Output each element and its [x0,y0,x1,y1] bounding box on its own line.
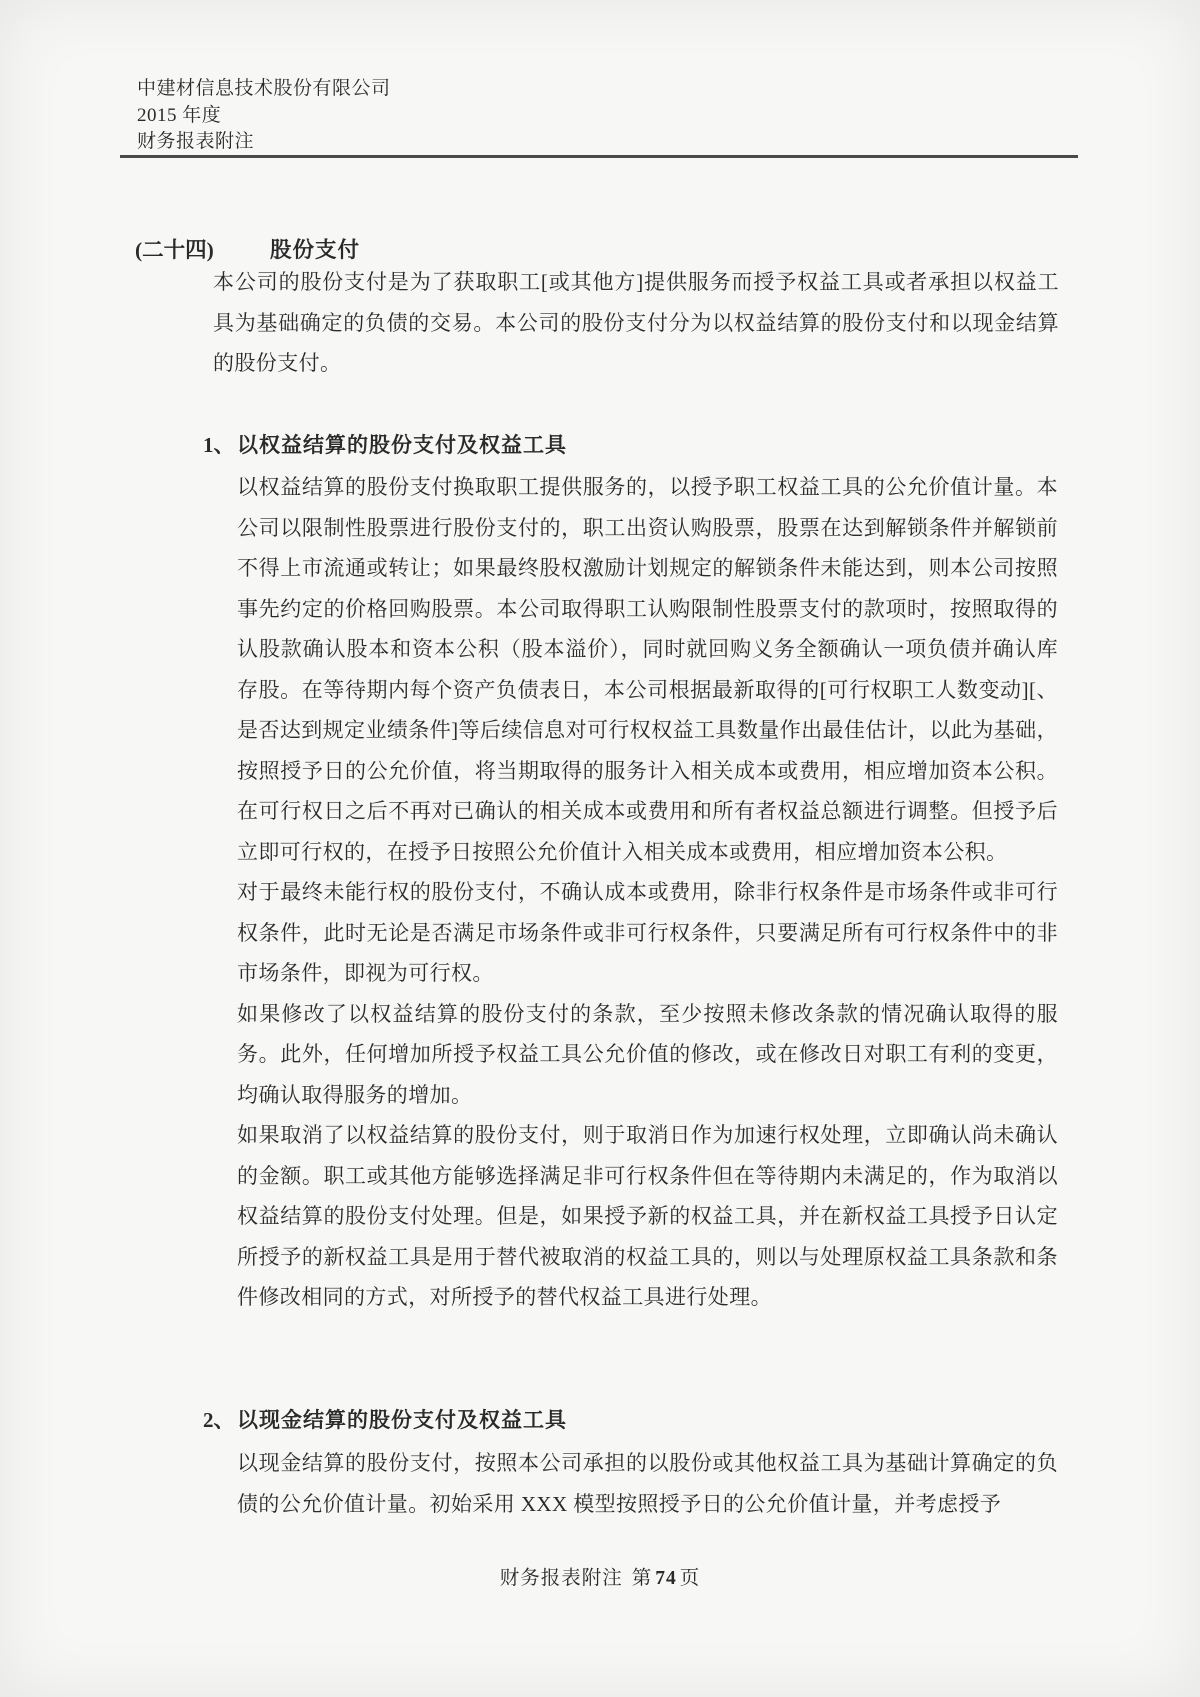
header-fiscal-year: 2015 年度 [137,104,222,126]
footer-doc-title: 财务报表附注 [499,1568,623,1589]
page-header [137,76,391,156]
subsection-2-title: 以现金结算的股份支付及权益工具 [237,1409,567,1432]
equity-settled-paragraph-3: 如果修改了以权益结算的股份支付的条款，至少按照未修改条款的情况确认取得的服务。此外，任何增加所授予权益工具公允价值的修改，或在修改日对职工有利的变更，均确认取得服务的增加。 [237,1001,1058,1107]
header-divider [120,155,1078,158]
equity-settled-paragraph-2: 对于最终未能行权的股份支付，不确认成本或费用，除非行权条件是市场条件或非可行权条件，此时无论是否满足市场条件或非可行权条件，只要满足所有可行权条件中的非市场条件，即视为可行权。 [237,880,1058,985]
subsection-1-number: 1、 [203,433,235,457]
footer-page-label: 第 [631,1568,653,1589]
section-intro-paragraph: 本公司的股份支付是为了获取职工[或其他方]提供服务而授予权益工具或者承担以权益工具为基础确定的负债的交易。本公司的股份支付分为以权益结算的股份支付和以现金结算的股份支付。 [213,270,1059,375]
subsection-2-number: 2、 [203,1408,235,1432]
cash-settled-paragraph-1: 以现金结算的股份支付，按照本公司承担的以股份或其他权益工具为基础计算确定的负债的公允价值计量。初始采用 XXX 模型按照授予日的公允价值计量，并考虑授予 [237,1451,1058,1516]
footer-page-suffix: 页 [679,1568,701,1589]
header-doc-title: 财务报表附注 [137,131,255,152]
subsection-2-body [237,1443,1058,1524]
footer-page-number: 74 [655,1568,677,1589]
section-heading [135,233,360,264]
subsection-2-heading [203,1404,567,1434]
equity-settled-paragraph-1: 以权益结算的股份支付换取职工提供服务的，以授予职工权益工具的公允价值计量。本公司以限制性股票进行股份支付的，职工出资认购股票，股票在达到解锁条件并解锁前不得上市流通或转让；如果最终股权激励计划规定的解锁条件未能达到，则本公司按照事先约定的价格回购股票。本公司取得职工认购限制性股票支付的款项时，按照取得的认股款确认股本和资本公积（股本溢价），同时就回购义务全额确认一项负债并确认库存股。在等待期内每个资产负债表日，本公司根据最新取得的[可行权职工人数变动][、是否达到规定业绩条件]等后续信息对可行权权益工具数量作出最佳估计，以此为基础，按照授予日的公允价值，将当期取得的服务计入相关成本或费用，相应增加资本公积。在可行权日之后不再对已确认的相关成本或费用和所有者权益总额进行调整。但授予后立即可行权的，在授予日按照公允价值计入相关成本或费用，相应增加资本公积。 [237,475,1058,864]
subsection-1-title: 以权益结算的股份支付及权益工具 [237,434,567,457]
equity-settled-paragraph-4: 如果取消了以权益结算的股份支付，则于取消日作为加速行权处理，立即确认尚未确认的金额。职工或其他方能够选择满足非可行权条件但在等待期内未满足的，作为取消以权益结算的股份支付处理。但是，如果授予新的权益工具，并在新权益工具授予日认定所授予的新权益工具是用于替代被取消的权益工具的，则以与处理原权益工具条款和条件修改相同的方式，对所授予的替代权益工具进行处理。 [237,1123,1058,1309]
subsection-1-heading [203,429,567,459]
section-number: (二十四) [135,238,214,262]
section-title: 股份支付 [270,238,361,262]
subsection-1-body [237,467,1058,1318]
page-footer [0,1562,1200,1590]
header-company-name: 中建材信息技术股份有限公司 [137,78,391,99]
